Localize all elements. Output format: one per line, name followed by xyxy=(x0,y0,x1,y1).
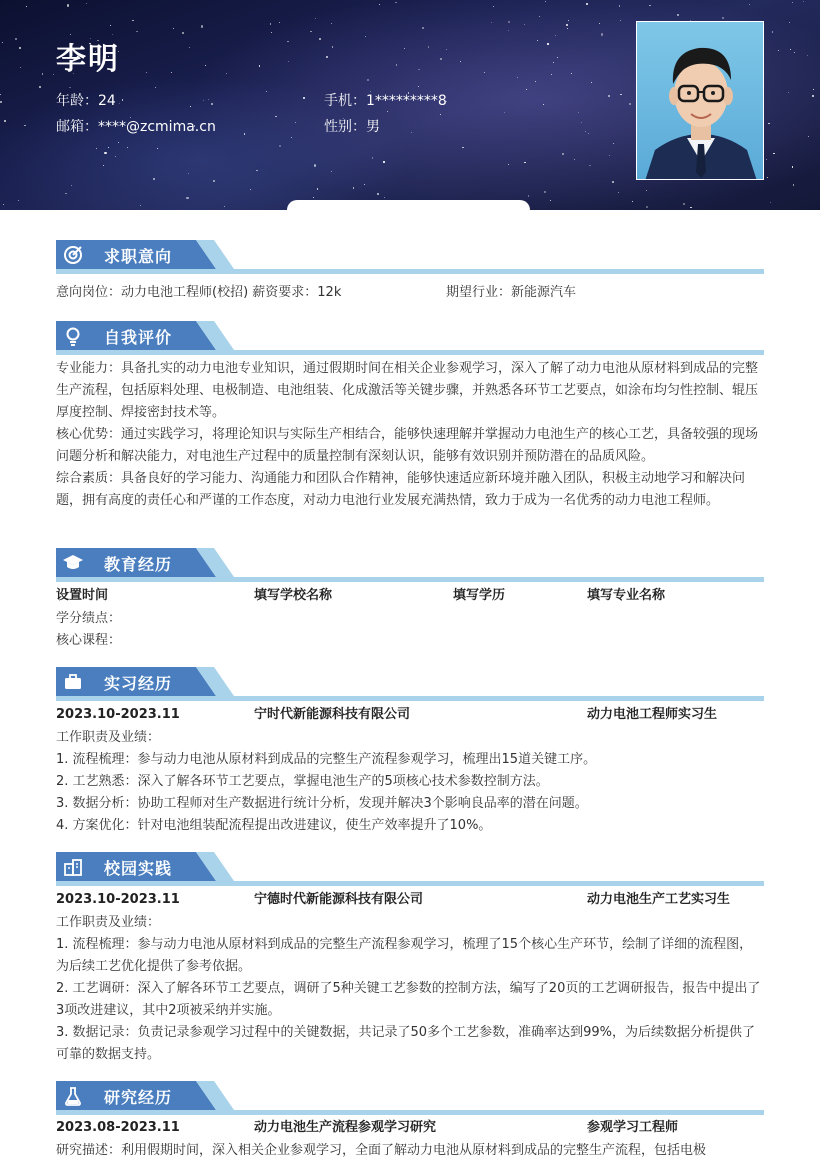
star-dot xyxy=(140,205,141,206)
star-dot xyxy=(528,195,529,196)
star-dot xyxy=(224,206,225,207)
star-dot xyxy=(555,35,556,36)
star-dot xyxy=(0,101,1,102)
star-dot xyxy=(571,73,572,74)
star-dot xyxy=(722,17,723,18)
star-dot xyxy=(115,156,116,157)
star-dot xyxy=(766,159,767,160)
graduation-cap-icon xyxy=(62,552,84,574)
email-info xyxy=(56,116,216,136)
star-dot xyxy=(778,50,779,51)
star-dot xyxy=(418,69,419,70)
section-title: 教育经历 xyxy=(104,555,173,574)
gender-value: 男 xyxy=(366,119,380,135)
star-dot xyxy=(266,91,267,92)
star-dot xyxy=(201,25,203,27)
star-dot xyxy=(770,202,771,203)
profile-photo xyxy=(636,21,764,180)
star-dot xyxy=(591,82,592,83)
star-dot xyxy=(767,177,768,178)
star-dot xyxy=(620,94,621,95)
star-dot xyxy=(789,22,790,23)
star-dot xyxy=(53,74,54,75)
star-dot xyxy=(537,40,538,41)
star-dot xyxy=(310,31,311,32)
gender-label: 性别： xyxy=(324,119,366,135)
star-dot xyxy=(259,65,260,66)
star-dot xyxy=(275,116,276,117)
internship-item: 3. 数据分析：协助工程师对生产数据进行统计分析，发现并解决3个影响良品率的潜在问题。 xyxy=(56,796,588,811)
star-dot xyxy=(208,99,209,100)
flask-icon xyxy=(62,1085,84,1107)
campus-details xyxy=(56,912,764,1066)
star-dot xyxy=(331,23,332,24)
star-dot xyxy=(157,148,158,149)
star-dot xyxy=(155,87,156,88)
internship-company: 宁时代新能源科技有限公司 xyxy=(254,707,411,722)
self-eval-paragraph: 专业能力：具备扎实的动力电池专业知识，通过假期时间在相关企业参观学习，深入了解了动力电池从原材料到成品的完整生产流程，包括原料处理、电极制造、电池组装、化成激活等关键步骤，并熟悉各环节工艺要点，如涂布均匀性控制、辊压厚度控制、焊接密封技术等。 xyxy=(56,361,759,420)
star-dot xyxy=(772,31,773,32)
star-dot xyxy=(792,2,793,3)
star-dot xyxy=(557,57,558,58)
self-evaluation-text xyxy=(56,358,764,512)
section-header-campus-practice xyxy=(56,852,764,886)
star-dot xyxy=(504,112,505,113)
star-dot xyxy=(404,48,405,49)
campus-date: 2023.10-2023.11 xyxy=(56,892,180,907)
internship-item: 1. 流程梳理：参与动力电池从原材料到成品的完整生产流程参观学习，梳理出15道关键工序。 xyxy=(56,752,597,767)
star-dot xyxy=(568,20,569,21)
section-header-self-evaluation xyxy=(56,321,764,355)
internship-details xyxy=(56,727,764,837)
star-dot xyxy=(379,4,380,5)
gender-info xyxy=(324,116,380,136)
star-dot xyxy=(812,95,814,97)
star-dot xyxy=(190,106,191,107)
education-gpa: 学分绩点： xyxy=(56,611,122,626)
star-dot xyxy=(203,100,204,101)
star-dot xyxy=(213,180,215,182)
star-dot xyxy=(773,153,774,154)
star-dot xyxy=(15,38,17,40)
star-dot xyxy=(303,97,305,99)
job-intent-row xyxy=(56,282,764,304)
star-dot xyxy=(793,184,794,185)
star-dot xyxy=(589,165,590,166)
star-dot xyxy=(19,47,20,48)
star-dot xyxy=(271,32,272,33)
star-dot xyxy=(794,52,795,53)
star-dot xyxy=(508,21,510,23)
star-dot xyxy=(146,72,147,73)
star-dot xyxy=(367,79,369,81)
star-dot xyxy=(2,42,3,43)
star-dot xyxy=(108,147,109,148)
research-description-row xyxy=(56,1140,764,1160)
star-dot xyxy=(749,4,750,5)
campus-item: 2. 工艺调研：深入了解各环节工艺要点，调研了5种关键工艺参数的控制方法，编写了20页的工艺调研报告，报告中提出了3项改进建议，其中2项被采纳并实施。 xyxy=(56,981,761,1018)
star-dot xyxy=(649,5,650,6)
star-dot xyxy=(535,81,536,82)
star-dot xyxy=(493,6,494,7)
education-row xyxy=(56,585,764,607)
star-dot xyxy=(18,200,19,201)
section-title: 校园实践 xyxy=(104,859,173,878)
star-dot xyxy=(364,184,365,185)
star-dot xyxy=(646,190,647,191)
internship-item: 2. 工艺熟悉：深入了解各环节工艺要点，掌握电池生产的5项核心技术参数控制方法。 xyxy=(56,774,549,789)
star-dot xyxy=(20,67,21,68)
star-dot xyxy=(384,197,385,198)
self-eval-paragraph: 综合素质：具备良好的学习能力、沟通能力和团队合作精神，能够快速适应新环境并融入团队，积极主动地学习和解决问题，拥有高度的责任心和严谨的工作态度，对动力电池行业发展充满热情，致力于成为一名优秀的动力电池工程师。 xyxy=(56,471,746,508)
internship-date: 2023.10-2023.11 xyxy=(56,707,180,722)
star-dot xyxy=(524,24,525,25)
star-dot xyxy=(103,165,104,166)
star-dot xyxy=(127,147,128,148)
header-banner xyxy=(0,0,820,210)
building-icon xyxy=(62,856,84,878)
section-title: 求职意向 xyxy=(104,247,173,266)
star-dot xyxy=(86,3,87,4)
star-dot xyxy=(315,18,316,19)
star-dot xyxy=(226,73,227,74)
star-dot xyxy=(629,103,631,105)
phone-info xyxy=(324,90,447,110)
star-dot xyxy=(365,36,366,37)
star-dot xyxy=(65,193,66,194)
star-dot xyxy=(788,92,789,93)
star-dot xyxy=(326,56,327,57)
intent-position: 意向岗位：动力电池工程师(校招) 薪资要求：12k xyxy=(56,285,342,300)
star-dot xyxy=(270,23,271,24)
star-dot xyxy=(550,200,551,201)
star-dot xyxy=(295,122,296,123)
section-header-research xyxy=(56,1081,764,1115)
star-dot xyxy=(313,197,314,198)
star-dot xyxy=(132,20,133,21)
star-dot xyxy=(524,162,525,163)
star-dot xyxy=(377,193,379,195)
research-role: 参观学习工程师 xyxy=(587,1120,679,1135)
campus-row xyxy=(56,889,764,911)
star-dot xyxy=(287,41,288,42)
age-info xyxy=(56,90,116,110)
star-dot xyxy=(317,188,318,189)
campus-item: 3. 数据记录：负责记录参观学习过程中的关键数据，共记录了50多个工艺参数，准确率达到99%，为后续数据分析提供了可靠的数据支持。 xyxy=(56,1025,755,1062)
section-header-internship xyxy=(56,667,764,701)
lightbulb-icon xyxy=(62,325,84,347)
star-dot xyxy=(484,72,485,73)
star-dot xyxy=(508,164,509,165)
star-dot xyxy=(118,142,119,143)
phone-value: 1*********8 xyxy=(366,93,447,109)
star-dot xyxy=(581,122,582,123)
star-dot xyxy=(205,65,206,66)
star-dot xyxy=(588,133,589,134)
star-dot xyxy=(508,30,509,31)
star-dot xyxy=(566,24,567,25)
star-dot xyxy=(24,125,25,126)
star-dot xyxy=(517,77,518,78)
star-dot xyxy=(574,159,575,160)
email-label: 邮箱： xyxy=(56,119,98,135)
education-major: 填写专业名称 xyxy=(587,588,666,603)
star-dot xyxy=(599,23,600,24)
star-dot xyxy=(612,181,614,183)
section-header-job-intent xyxy=(56,240,764,274)
star-dot xyxy=(122,99,123,100)
section-title: 实习经历 xyxy=(104,674,173,693)
star-dot xyxy=(547,43,548,44)
star-dot xyxy=(171,72,172,73)
star-dot xyxy=(813,89,814,90)
star-dot xyxy=(544,191,545,192)
star-dot xyxy=(288,61,289,62)
star-dot xyxy=(422,27,423,28)
star-dot xyxy=(67,4,69,6)
star-dot xyxy=(609,155,610,156)
star-dot xyxy=(411,132,412,133)
star-dot xyxy=(677,14,678,15)
briefcase-icon xyxy=(62,671,84,693)
star-dot xyxy=(613,143,614,144)
star-dot xyxy=(383,161,384,162)
star-dot xyxy=(332,46,333,47)
star-dot xyxy=(153,178,155,180)
education-time: 设置时间 xyxy=(56,588,109,603)
email-value: ****@zcmima.cn xyxy=(98,119,216,135)
star-dot xyxy=(578,112,579,113)
section-title: 自我评价 xyxy=(104,328,173,347)
star-dot xyxy=(585,131,586,132)
star-dot xyxy=(189,47,190,48)
star-dot xyxy=(331,171,332,172)
campus-duty-label: 工作职责及业绩： xyxy=(56,915,161,930)
star-dot xyxy=(4,120,6,122)
star-dot xyxy=(646,206,648,208)
header-notch xyxy=(287,200,530,210)
section-header-education xyxy=(56,548,764,582)
star-dot xyxy=(3,204,4,205)
star-dot xyxy=(69,87,70,88)
star-dot xyxy=(279,22,280,23)
star-dot xyxy=(418,86,419,87)
research-project: 动力电池生产流程参观学习研究 xyxy=(254,1120,437,1135)
star-dot xyxy=(26,6,27,7)
star-dot xyxy=(186,197,188,199)
star-dot xyxy=(462,147,463,148)
star-dot xyxy=(440,58,442,60)
star-dot xyxy=(586,3,587,4)
star-dot xyxy=(39,86,41,88)
star-dot xyxy=(396,64,397,65)
star-dot xyxy=(136,31,137,32)
star-dot xyxy=(428,46,429,47)
star-dot xyxy=(42,73,43,74)
star-dot xyxy=(619,5,620,6)
star-dot xyxy=(446,49,447,50)
star-dot xyxy=(71,185,72,186)
star-dot xyxy=(188,173,189,174)
star-dot xyxy=(553,62,554,63)
star-dot xyxy=(632,201,633,202)
age-value: 24 xyxy=(98,93,116,109)
star-dot xyxy=(620,20,621,21)
star-dot xyxy=(551,74,552,75)
star-dot xyxy=(608,95,610,97)
research-row xyxy=(56,1117,764,1139)
star-dot xyxy=(807,55,808,56)
star-dot xyxy=(491,22,492,23)
star-dot xyxy=(110,25,111,26)
star-dot xyxy=(543,104,544,105)
star-dot xyxy=(539,16,540,17)
star-dot xyxy=(562,153,563,154)
star-dot xyxy=(250,189,251,190)
intent-industry: 期望行业：新能源汽车 xyxy=(446,285,577,300)
campus-role: 动力电池生产工艺实习生 xyxy=(587,892,731,907)
star-dot xyxy=(803,1,804,2)
education-degree: 填写学历 xyxy=(453,588,506,603)
education-school: 填写学校名称 xyxy=(254,588,333,603)
star-dot xyxy=(618,192,619,193)
star-dot xyxy=(768,123,769,124)
star-dot xyxy=(460,61,461,62)
star-dot xyxy=(690,207,691,208)
star-dot xyxy=(372,157,373,158)
star-dot xyxy=(0,94,1,95)
star-dot xyxy=(353,187,354,188)
target-icon xyxy=(62,244,84,266)
star-dot xyxy=(244,133,245,134)
star-dot xyxy=(119,103,120,104)
star-dot xyxy=(211,103,213,105)
internship-duty-label: 工作职责及业绩： xyxy=(56,730,161,745)
star-dot xyxy=(440,114,441,115)
education-courses: 核心课程： xyxy=(56,633,122,648)
campus-item: 1. 流程梳理：参与动力电池从原材料到成品的完整生产流程参观学习，梳理了15个核心生产环节，绘制了详细的流程图，为后续工艺优化提供了参考依据。 xyxy=(56,937,753,974)
age-label: 年龄： xyxy=(56,93,98,109)
star-dot xyxy=(182,32,184,34)
star-dot xyxy=(96,148,97,149)
internship-item: 4. 方案优化：针对电池组装配流程提出改进建议，使生产效率提升了10%。 xyxy=(56,818,492,833)
star-dot xyxy=(314,165,315,166)
star-dot xyxy=(395,2,396,3)
star-dot xyxy=(792,166,793,167)
star-dot xyxy=(545,1,546,2)
star-dot xyxy=(291,137,292,138)
star-dot xyxy=(526,89,527,90)
star-dot xyxy=(173,28,174,29)
self-eval-paragraph: 核心优势：通过实践学习，将理论知识与实际生产相结合，能够快速理解并掌握动力电池生产的核心工艺，具备较强的现场问题分析和解决能力，对电池生产过程中的质量控制有深刻认识，能够有效识别并预防潜在的品质风险。 xyxy=(56,427,759,464)
education-details xyxy=(56,608,764,652)
star-dot xyxy=(683,203,685,205)
internship-role: 动力电池工程师实习生 xyxy=(587,707,718,722)
star-dot xyxy=(319,38,321,40)
star-dot xyxy=(601,33,603,35)
star-dot xyxy=(567,28,568,29)
star-dot xyxy=(104,152,106,154)
candidate-name: 李明 xyxy=(56,42,120,77)
section-title: 研究经历 xyxy=(104,1088,173,1107)
star-dot xyxy=(808,136,809,137)
internship-row xyxy=(56,704,764,726)
phone-label: 手机： xyxy=(324,93,366,109)
star-dot xyxy=(256,170,257,171)
star-dot xyxy=(387,111,388,112)
star-dot xyxy=(279,145,281,147)
star-dot xyxy=(790,49,791,50)
research-description: 研究描述：利用假期时间，深入相关企业参观学习，全面了解动力电池从原材料到成品的完整生产流程，包括电极 xyxy=(56,1143,707,1158)
campus-company: 宁德时代新能源科技有限公司 xyxy=(254,892,424,907)
research-date: 2023.08-2023.11 xyxy=(56,1120,180,1135)
